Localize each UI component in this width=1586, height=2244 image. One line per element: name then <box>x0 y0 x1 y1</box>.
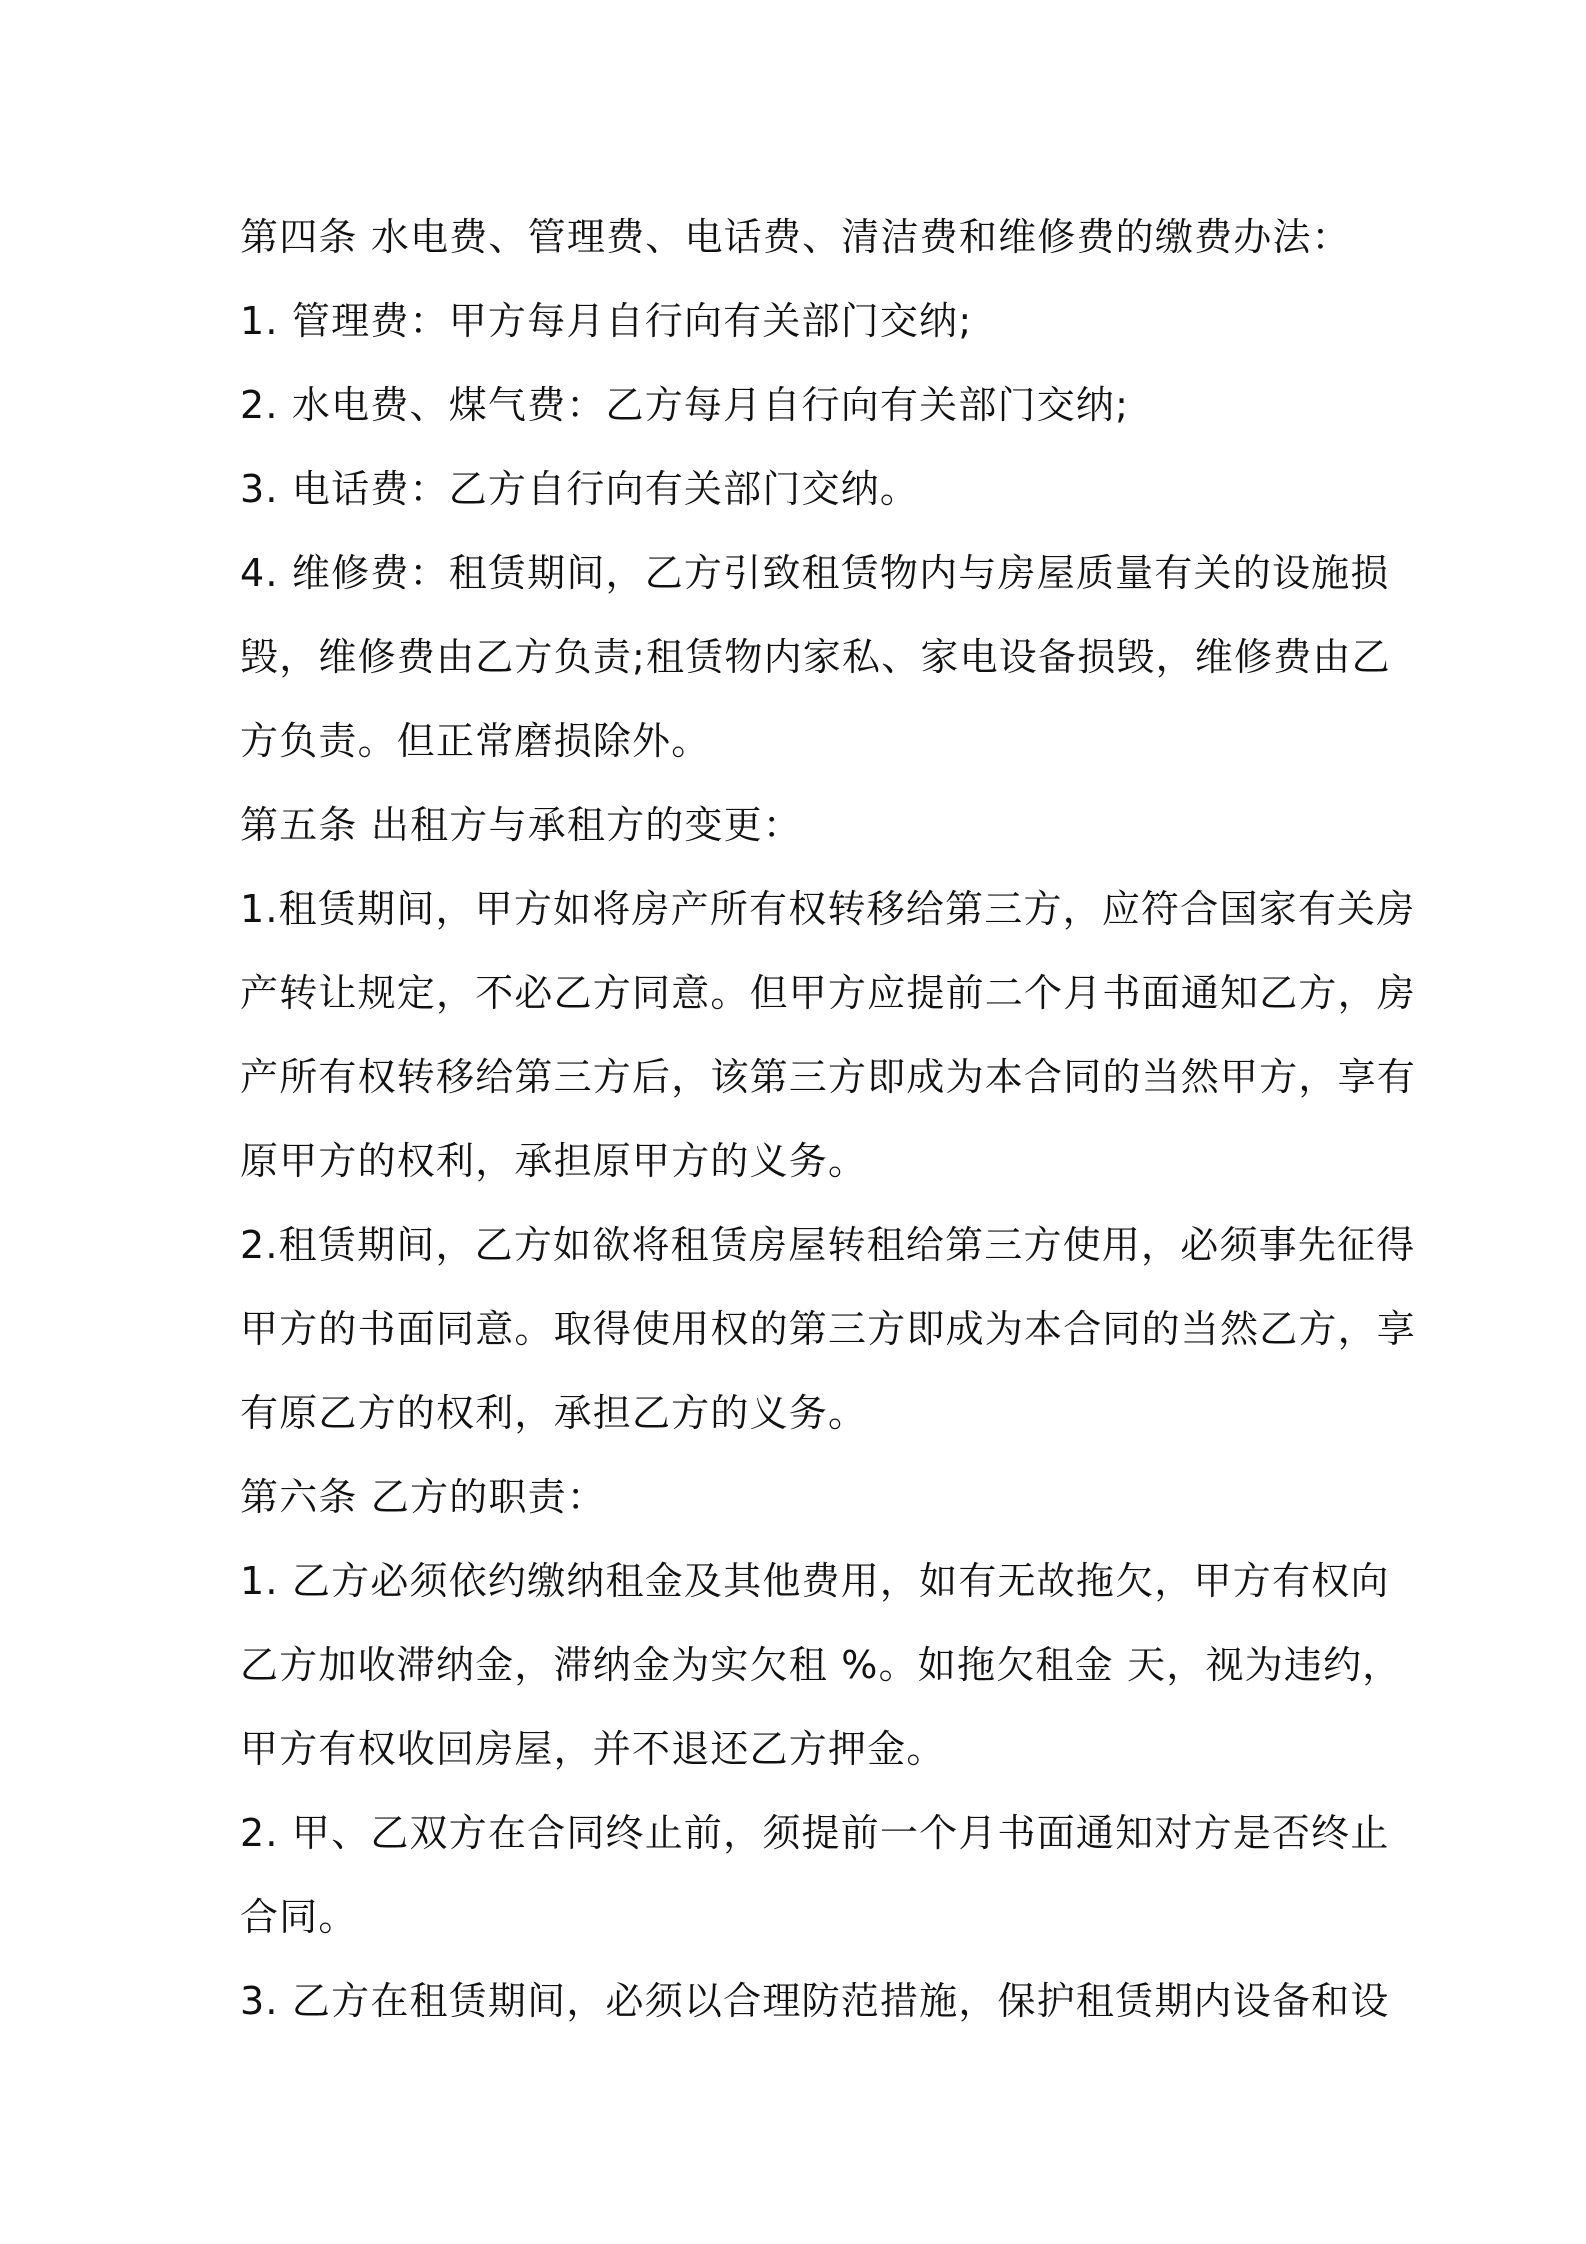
article-5-item-2-line-1: 2.租赁期间，乙方如欲将租赁房屋转租给第三方使用，必须事先征得 <box>240 1223 1416 1267</box>
article-6-item-1-line-1: 1. 乙方必须依约缴纳租金及其他费用，如有无故拖欠，甲方有权向 <box>240 1559 1390 1603</box>
article-6-heading: 第六条 乙方的职责： <box>240 1475 607 1519</box>
article-5-item-2-line-2: 甲方的书面同意。取得使用权的第三方即成为本合同的当然乙方，享 <box>240 1307 1417 1351</box>
article-4-item-3: 3. 电话费：乙方自行向有关部门交纳。 <box>240 467 920 511</box>
article-4-item-4-line-1: 4. 维修费：租赁期间，乙方引致租赁物内与房屋质量有关的设施损 <box>240 551 1390 595</box>
article-4-heading: 第四条 水电费、管理费、电话费、清洁费和维修费的缴费办法： <box>240 215 1351 259</box>
article-5-item-1-line-2: 产转让规定，不必乙方同意。但甲方应提前二个月书面通知乙方，房 <box>240 971 1417 1015</box>
article-5-item-2-line-3: 有原乙方的权利，承担乙方的义务。 <box>240 1391 868 1435</box>
article-4-item-4-line-3: 方负责。但正常磨损除外。 <box>240 719 711 763</box>
article-5-item-1-line-1: 1.租赁期间，甲方如将房产所有权转移给第三方，应符合国家有关房 <box>240 887 1416 931</box>
document-page <box>240 195 1417 2043</box>
article-4-item-4-line-2: 毁，维修费由乙方负责;租赁物内家私、家电设备损毁，维修费由乙 <box>240 635 1391 679</box>
article-6-item-2-line-2: 合同。 <box>240 1895 358 1939</box>
article-6-item-1-line-3: 甲方有权收回房屋，并不退还乙方押金。 <box>240 1727 946 1771</box>
article-5-heading: 第五条 出租方与承租方的变更： <box>240 803 803 847</box>
article-4-item-2: 2. 水电费、煤气费：乙方每月自行向有关部门交纳; <box>240 383 1130 427</box>
article-6-item-1-line-2: 乙方加收滞纳金，滞纳金为实欠租 %。如拖欠租金 天，视为违约， <box>240 1643 1402 1687</box>
article-6-item-3-line-1: 3. 乙方在租赁期间，必须以合理防范措施，保护租赁期内设备和设 <box>240 1979 1390 2023</box>
article-6-item-2-line-1: 2. 甲、乙双方在合同终止前，须提前一个月书面通知对方是否终止 <box>240 1811 1390 1855</box>
article-4-item-1: 1. 管理费：甲方每月自行向有关部门交纳; <box>240 299 973 343</box>
article-5-item-1-line-3: 产所有权转移给第三方后，该第三方即成为本合同的当然甲方，享有 <box>240 1055 1417 1099</box>
article-5-item-1-line-4: 原甲方的权利，承担原甲方的义务。 <box>240 1139 868 1183</box>
